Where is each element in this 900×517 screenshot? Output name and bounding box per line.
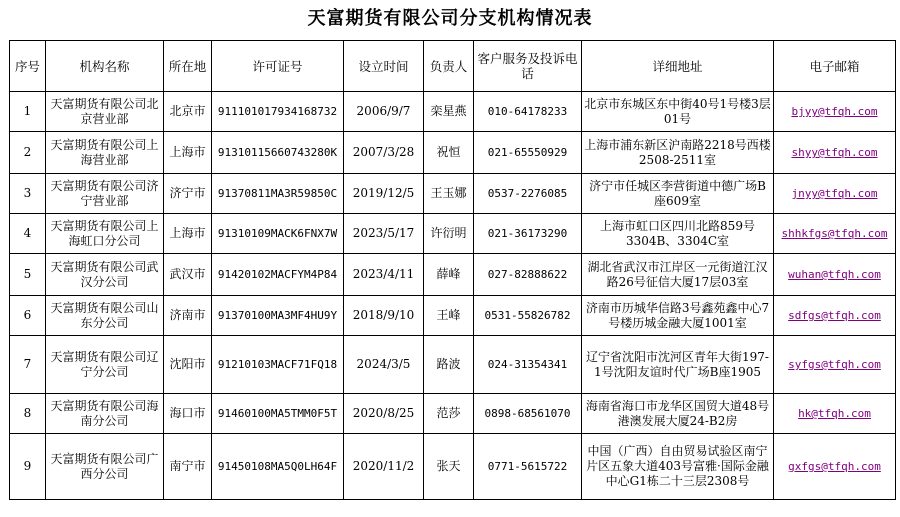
row-phone: 027-82888622 [474, 254, 582, 296]
row-head: 王峰 [424, 296, 474, 336]
table-row [10, 296, 896, 336]
row-date: 2020/8/25 [344, 394, 424, 434]
row-date: 2018/9/10 [344, 296, 424, 336]
row-name: 天富期货有限公司北京营业部 [46, 92, 164, 132]
row-name: 天富期货有限公司济宁营业部 [46, 174, 164, 214]
header-address: 详细地址 [582, 41, 774, 92]
table-row [10, 132, 896, 174]
row-head: 王玉娜 [424, 174, 474, 214]
email-link[interactable]: bjyy@tfqh.com [791, 105, 878, 118]
row-date: 2020/11/2 [344, 434, 424, 500]
row-city: 海口市 [164, 394, 212, 434]
row-phone: 0531-55826782 [474, 296, 582, 336]
page-title: 天富期货有限公司分支机构情况表 [307, 8, 593, 29]
row-email-cell [774, 174, 896, 214]
row-phone: 0537-2276085 [474, 174, 582, 214]
email-link[interactable]: wuhan@tfqh.com [788, 268, 881, 281]
table-row [10, 174, 896, 214]
email-link[interactable]: jnyy@tfqh.com [791, 187, 878, 200]
row-head: 张天 [424, 434, 474, 500]
row-phone: 021-65550929 [474, 132, 582, 174]
row-license: 91450108MA5Q0LH64F [212, 434, 344, 500]
row-phone: 024-31354341 [474, 336, 582, 394]
row-no: 3 [10, 174, 46, 214]
row-no: 2 [10, 132, 46, 174]
row-city: 济南市 [164, 296, 212, 336]
row-date: 2019/12/5 [344, 174, 424, 214]
row-address: 济宁市任城区李营街道中德广场B座609室 [582, 174, 774, 214]
row-head: 许衍明 [424, 214, 474, 254]
branch-table [9, 40, 896, 500]
email-link[interactable]: hk@tfqh.com [798, 407, 871, 420]
row-head: 栾星燕 [424, 92, 474, 132]
row-license: 91420102MACFYM4P84 [212, 254, 344, 296]
row-phone: 0771-5615722 [474, 434, 582, 500]
email-link[interactable]: shyy@tfqh.com [791, 146, 878, 159]
row-city: 北京市 [164, 92, 212, 132]
row-license: 911101017934168732 [212, 92, 344, 132]
row-date: 2023/5/17 [344, 214, 424, 254]
header-email: 电子邮箱 [774, 41, 896, 92]
row-head: 薛峰 [424, 254, 474, 296]
row-date: 2006/9/7 [344, 92, 424, 132]
row-email-cell [774, 92, 896, 132]
row-no: 6 [10, 296, 46, 336]
row-date: 2024/3/5 [344, 336, 424, 394]
row-address: 海南省海口市龙华区国贸大道48号港澳发展大厦24-B2房 [582, 394, 774, 434]
row-head: 祝恒 [424, 132, 474, 174]
row-address: 北京市东城区东中街40号1号楼3层01号 [582, 92, 774, 132]
row-email-cell [774, 394, 896, 434]
row-name: 天富期货有限公司广西分公司 [46, 434, 164, 500]
row-city: 南宁市 [164, 434, 212, 500]
row-city: 济宁市 [164, 174, 212, 214]
row-head: 范莎 [424, 394, 474, 434]
row-address: 济南市历城华信路3号鑫苑鑫中心7号楼历城金融大厦1001室 [582, 296, 774, 336]
email-link[interactable]: sdfgs@tfqh.com [788, 309, 881, 322]
row-name: 天富期货有限公司辽宁分公司 [46, 336, 164, 394]
row-address: 湖北省武汉市江岸区一元街道江汉路26号征信大厦17层03室 [582, 254, 774, 296]
email-link[interactable]: gxfgs@tfqh.com [788, 460, 881, 473]
row-license: 91460100MA5TMM0F5T [212, 394, 344, 434]
table-row [10, 214, 896, 254]
row-name: 天富期货有限公司武汉分公司 [46, 254, 164, 296]
row-no: 9 [10, 434, 46, 500]
email-link[interactable]: syfgs@tfqh.com [788, 358, 881, 371]
header-phone: 客户服务及投诉电话 [474, 41, 582, 92]
row-head: 路波 [424, 336, 474, 394]
row-license: 91370811MA3R59850C [212, 174, 344, 214]
row-address: 辽宁省沈阳市沈河区青年大街197-1号沈阳友谊时代广场B座1905 [582, 336, 774, 394]
table-row [10, 254, 896, 296]
header-no: 序号 [10, 41, 46, 92]
table-row [10, 434, 896, 500]
row-date: 2007/3/28 [344, 132, 424, 174]
row-email-cell [774, 296, 896, 336]
row-city: 武汉市 [164, 254, 212, 296]
table-row [10, 92, 896, 132]
header-date: 设立时间 [344, 41, 424, 92]
row-name: 天富期货有限公司海南分公司 [46, 394, 164, 434]
row-no: 5 [10, 254, 46, 296]
row-no: 8 [10, 394, 46, 434]
row-license: 91370100MA3MF4HU9Y [212, 296, 344, 336]
row-city: 上海市 [164, 132, 212, 174]
row-phone: 021-36173290 [474, 214, 582, 254]
row-city: 上海市 [164, 214, 212, 254]
row-email-cell [774, 336, 896, 394]
row-city: 沈阳市 [164, 336, 212, 394]
row-email-cell [774, 254, 896, 296]
row-name: 天富期货有限公司上海营业部 [46, 132, 164, 174]
header-name: 机构名称 [46, 41, 164, 92]
header-license: 许可证号 [212, 41, 344, 92]
email-link[interactable]: shhkfgs@tfqh.com [781, 227, 888, 240]
row-license: 91310109MACK6FNX7W [212, 214, 344, 254]
row-address: 上海市虹口区四川北路859号3304B、3304C室 [582, 214, 774, 254]
row-no: 7 [10, 336, 46, 394]
header-row [10, 41, 896, 92]
row-phone: 0898-68561070 [474, 394, 582, 434]
row-no: 4 [10, 214, 46, 254]
table-row [10, 394, 896, 434]
row-email-cell [774, 434, 896, 500]
row-email-cell [774, 132, 896, 174]
row-no: 1 [10, 92, 46, 132]
row-email-cell [774, 214, 896, 254]
row-address: 上海市浦东新区沪南路2218号西楼2508-2511室 [582, 132, 774, 174]
table-row [10, 336, 896, 394]
header-head: 负责人 [424, 41, 474, 92]
row-license: 91310115660743280K [212, 132, 344, 174]
row-name: 天富期货有限公司山东分公司 [46, 296, 164, 336]
row-name: 天富期货有限公司上海虹口分公司 [46, 214, 164, 254]
row-license: 91210103MACF71FQ18 [212, 336, 344, 394]
header-city: 所在地 [164, 41, 212, 92]
row-date: 2023/4/11 [344, 254, 424, 296]
row-address: 中国（广西）自由贸易试验区南宁片区五象大道403号富雅·国际金融中心G1栋二十三层2308号 [582, 434, 774, 500]
row-phone: 010-64178233 [474, 92, 582, 132]
